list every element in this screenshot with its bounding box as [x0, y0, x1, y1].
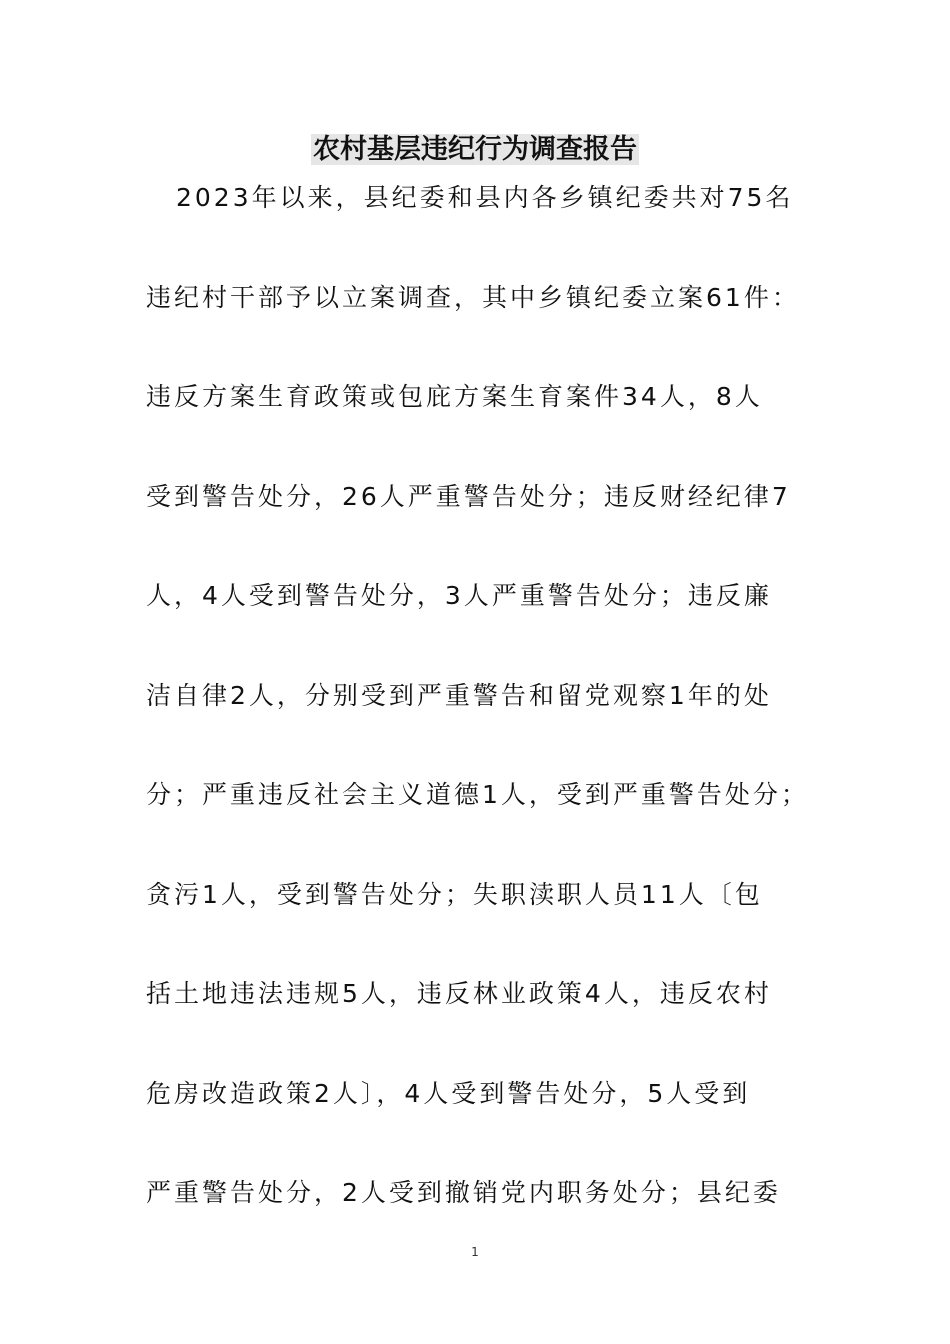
- body-paragraph: [146, 176, 822, 1271]
- paragraph-line-3: 违反方案生育政策或包庇方案生育案件34人，8人: [146, 382, 763, 411]
- paragraph-line-11: 严重警告处分，2人受到撤销党内职务处分；县纪委: [146, 1178, 781, 1207]
- document-title: [0, 132, 950, 168]
- paragraph-line-8: 贪污1人，受到警告处分；失职渎职人员11人〔包: [146, 879, 763, 909]
- paragraph-line-4: 受到警告处分，26人严重警告处分；违反财经纪律7: [146, 481, 791, 511]
- title-text: 农村基层违纪行为调查报告: [313, 134, 637, 165]
- paragraph-line-2: 违纪村干部予以立案调查，其中乡镇纪委立案61件：: [146, 282, 800, 312]
- paragraph-line-5: 人，4人受到警告处分，3人严重警告处分；违反廉: [146, 581, 772, 610]
- paragraph-line-7: 分；严重违反社会主义道德1人，受到严重警告处分；: [146, 780, 809, 809]
- page-number: 1: [471, 1245, 479, 1259]
- paragraph-line-9: 括土地违法违规5人，违反林业政策4人，违反农村: [146, 979, 772, 1008]
- paragraph-line-6: 洁自律2人，分别受到严重警告和留党观察1年的处: [146, 680, 772, 710]
- paragraph-line-1: 2023年以来，县纪委和县内各乡镇纪委共对75名: [176, 183, 794, 212]
- paragraph-line-10: 危房改造政策2人〕，4人受到警告处分，5人受到: [146, 1078, 751, 1108]
